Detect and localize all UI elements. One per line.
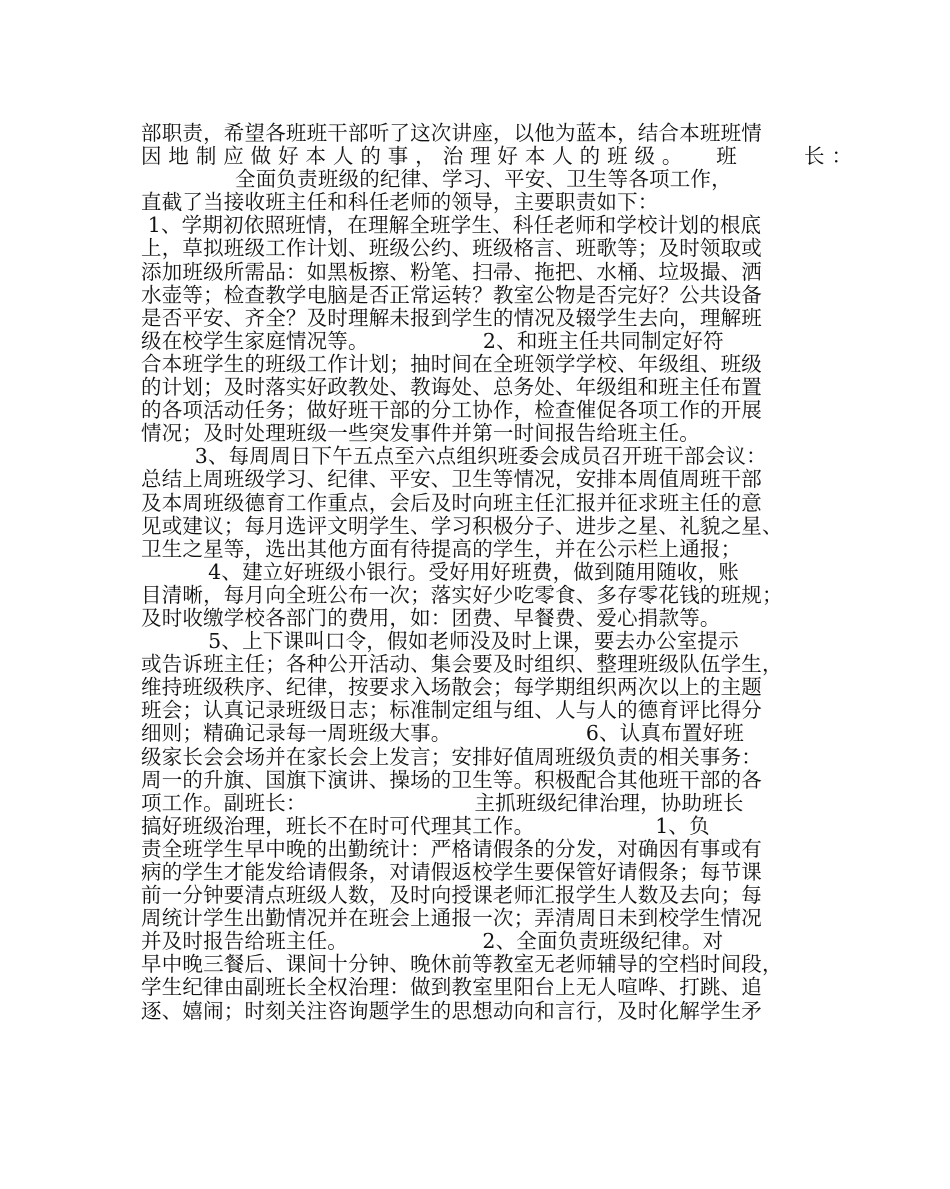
- text-line: 1、学期初依照班情，在理解全班学生、科任老师和学校计划的根底: [141, 213, 762, 238]
- text-line: 细则；精确记录每一周班级大事。 6、认真布置好班: [141, 721, 744, 746]
- text-line: 或告诉班主任；各种公开活动、集会要及时组织、整理班级队伍学生，: [141, 652, 783, 677]
- text-line: 级家长会会场并在家长会上发言；安排好值周班级负责的相关事务：: [141, 744, 762, 769]
- text-line: 搞好班级治理，班长不在时可代理其工作。 1、负: [141, 813, 710, 838]
- text-line: 水壶等；检查教学电脑是否正常运转？教室公物是否完好？公共设备: [141, 282, 762, 307]
- text-line: 及时收缴学校各部门的费用，如：团费、早餐费、爱心捐款等。: [141, 605, 721, 630]
- text-line: 卫生之星等，选出其他方面有待提高的学生，并在公示栏上通报；: [141, 536, 742, 561]
- text-line: 情况；及时处理班级一些突发事件并第一时间报告给班主任。: [141, 421, 700, 446]
- text-line: 的计划；及时落实好政教处、教诲处、总务处、年级组和班主任布置: [141, 375, 762, 400]
- text-line: 全面负责班级的纪律、学习、平安、卫生等各项工作，: [141, 167, 732, 192]
- text-line: 见或建议；每月选评文明学生、学习积极分子、进步之星、礼貌之星、: [141, 513, 783, 538]
- text-line: 目清晰，每月向全班公布一次；落实好少吃零食、多存零花钱的班规；: [141, 582, 783, 607]
- text-line: 5、上下课叫口令，假如老师没及时上课，要去办公室提示: [141, 629, 739, 654]
- text-line: 合本班学生的班级工作计划；抽时间在全班领学学校、年级组、班级: [141, 351, 762, 376]
- text-line: 班会；认真记录班级日志；标准制定组与组、人与人的德育评比得分: [141, 698, 762, 723]
- text-line: 级在校学生家庭情况等。 2、和班主任共同制定好符: [141, 328, 724, 353]
- document-body-text: [141, 121, 853, 1023]
- text-line: 的各项活动任务；做好班干部的分工协作，检查催促各项工作的开展: [141, 398, 762, 423]
- text-line: 学生纪律由副班长全权治理：做到教室里阳台上无人喧哗、打跳、追: [141, 975, 762, 1000]
- text-line: 并及时报告给班主任。 2、全面负责班级纪律。对: [141, 929, 724, 954]
- text-line: 部职责，希望各班班干部听了这次讲座，以他为蓝本，结合本班班情: [141, 121, 762, 145]
- text-line: 周一的升旗、国旗下演讲、操场的卫生等。积极配合其他班干部的各: [141, 767, 762, 792]
- text-line: 及本周班级德育工作重点，会后及时向班主任汇报并征求班主任的意: [141, 490, 762, 515]
- text-line: 责全班学生早中晚的出勤统计：严格请假条的分发，对确因有事或有: [141, 836, 762, 861]
- text-line: 是否平安、齐全？及时理解未报到学生的情况及辍学生去向，理解班: [141, 305, 762, 330]
- text-line: 添加班级所需品：如黑板擦、粉笔、扫帚、拖把、水桶、垃圾撮、洒: [141, 259, 762, 284]
- text-line: 4、建立好班级小银行。受好用好班费，做到随用随收，账: [141, 559, 739, 584]
- text-line: 周统计学生出勤情况并在班会上通报一次；弄清周日未到校学生情况: [141, 906, 762, 931]
- text-line: 总结上周班级学习、纪律、平安、卫生等情况，安排本周值周班干部: [141, 467, 762, 492]
- text-line: 因 地 制 应 做 好 本 人 的 事 ， 治 理 好 本 人 的 班 级 。 班 长 ：: [141, 144, 853, 169]
- text-line: 上，草拟班级工作计划、班级公约、班级格言、班歌等；及时领取或: [141, 236, 762, 261]
- text-line: 早中晚三餐后、课间十分钟、晚休前等教室无老师辅导的空档时间段，: [141, 952, 783, 977]
- text-line: 逐、嬉闹；时刻关注咨询题学生的思想动向和言行，及时化解学生矛: [141, 998, 762, 1023]
- text-line: 3、每周周日下午五点至六点组织班委会成员召开班干部会议：: [141, 444, 767, 469]
- text-line: 病的学生才能发给请假条，对请假返校学生要保管好请假条；每节课: [141, 860, 762, 884]
- text-line: 维持班级秩序、纪律，按要求入场散会；每学期组织两次以上的主题: [141, 675, 762, 700]
- text-line: 前一分钟要清点班级人数，及时向授课老师汇报学生人数及去向；每: [141, 883, 762, 908]
- text-line: 项工作。副班长： 主抓班级纪律治理，协助班长: [141, 790, 744, 815]
- text-line: 直截了当接收班主任和科任老师的领导，主要职责如下：: [141, 190, 659, 215]
